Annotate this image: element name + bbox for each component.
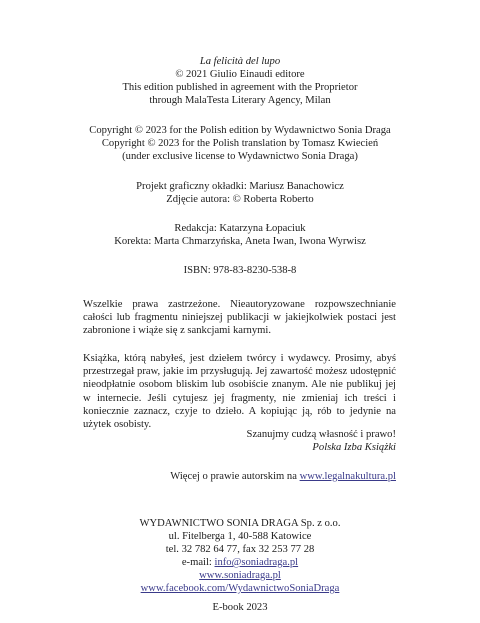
editorial-credits-block (0, 222, 480, 248)
publisher-phone: tel. 32 782 64 77, fax 32 253 77 28 (165, 544, 315, 555)
reader-notice: Książka, którą nabyłeś, jest dziełem twórcy i wydawcy. Prosimy, abyś przestrzegał praw, jakie im przysługują. Jej zawartość możesz udostępnić nieodpłatnie osobom bliskim lub osobiście znanym. Ale nie publikuj jej w internecie. Jeśli cytujesz jej fragmenty, nie zmieniaj ich treści i koniecznie zaznacz, czyje to dzieło. A kopiując ją, rób to jedynie na użytek osobisty. (83, 353, 396, 431)
proofreading-credit: Korekta: Marta Chmarzyńska, Aneta Iwan, Iwona Wyrwisz (114, 236, 366, 247)
appeal-signature: Polska Izba Książki (312, 442, 396, 453)
polish-translation-copyright: Copyright © 2023 for the Polish translation by Tomasz Kwiecień (101, 138, 379, 149)
design-credits-block (0, 180, 480, 206)
original-agency: through MalaTesta Literary Agency, Milan (149, 95, 331, 106)
editing-credit: Redakcja: Katarzyna Łopaciuk (174, 223, 306, 234)
publisher-website-link[interactable]: www.soniadraga.pl (199, 570, 281, 581)
author-photo-credit: Zdjęcie autora: © Roberta Roberto (166, 194, 314, 205)
ebook-year: E-book 2023 (212, 602, 268, 613)
rights-notice: Wszelkie prawa zastrzeżone. Nieautoryzowane rozpowszechnianie całości lub fragmentu niniejszej publikacji w jakiejkolwiek postaci jest zabronione i wiąże się z sankcjami karnymi. (83, 299, 396, 337)
original-edition-block (0, 55, 480, 107)
isbn-block (0, 264, 480, 277)
publisher-facebook-link[interactable]: www.facebook.com/WydawnictwoSoniaDraga (140, 583, 340, 594)
more-info-text: Więcej o prawie autorskim na (170, 471, 300, 482)
cover-design-credit: Projekt graficzny okładki: Mariusz Banachowicz (136, 181, 344, 192)
more-info-line (170, 470, 396, 483)
publisher-name: WYDAWNICTWO SONIA DRAGA Sp. z o.o. (139, 518, 341, 529)
publisher-block (0, 517, 480, 595)
publisher-address: ul. Fitelberga 1, 40-588 Katowice (168, 531, 312, 542)
polish-edition-copyright: Copyright © 2023 for the Polish edition by Wydawnictwo Sonia Draga (89, 125, 391, 136)
appeal-block (247, 428, 396, 454)
legalnakultura-link[interactable]: www.legalnakultura.pl (299, 471, 396, 482)
original-agreement: This edition published in agreement with the Proprietor (122, 82, 358, 93)
exclusive-license: (under exclusive license to Wydawnictwo Sonia Draga) (122, 151, 358, 162)
isbn: ISBN: 978-83-8230-538-8 (183, 265, 297, 276)
publisher-email-line (0, 556, 480, 569)
appeal-line: Szanujmy cudzą własność i prawo! (246, 429, 396, 440)
original-copyright: © 2021 Giulio Einaudi editore (175, 69, 305, 80)
original-title: La felicità del lupo (199, 56, 281, 67)
publisher-email-link[interactable]: info@soniadraga.pl (214, 557, 299, 568)
email-label: e-mail: (181, 557, 215, 568)
polish-copyright-block (0, 124, 480, 163)
ebook-block (0, 601, 480, 614)
